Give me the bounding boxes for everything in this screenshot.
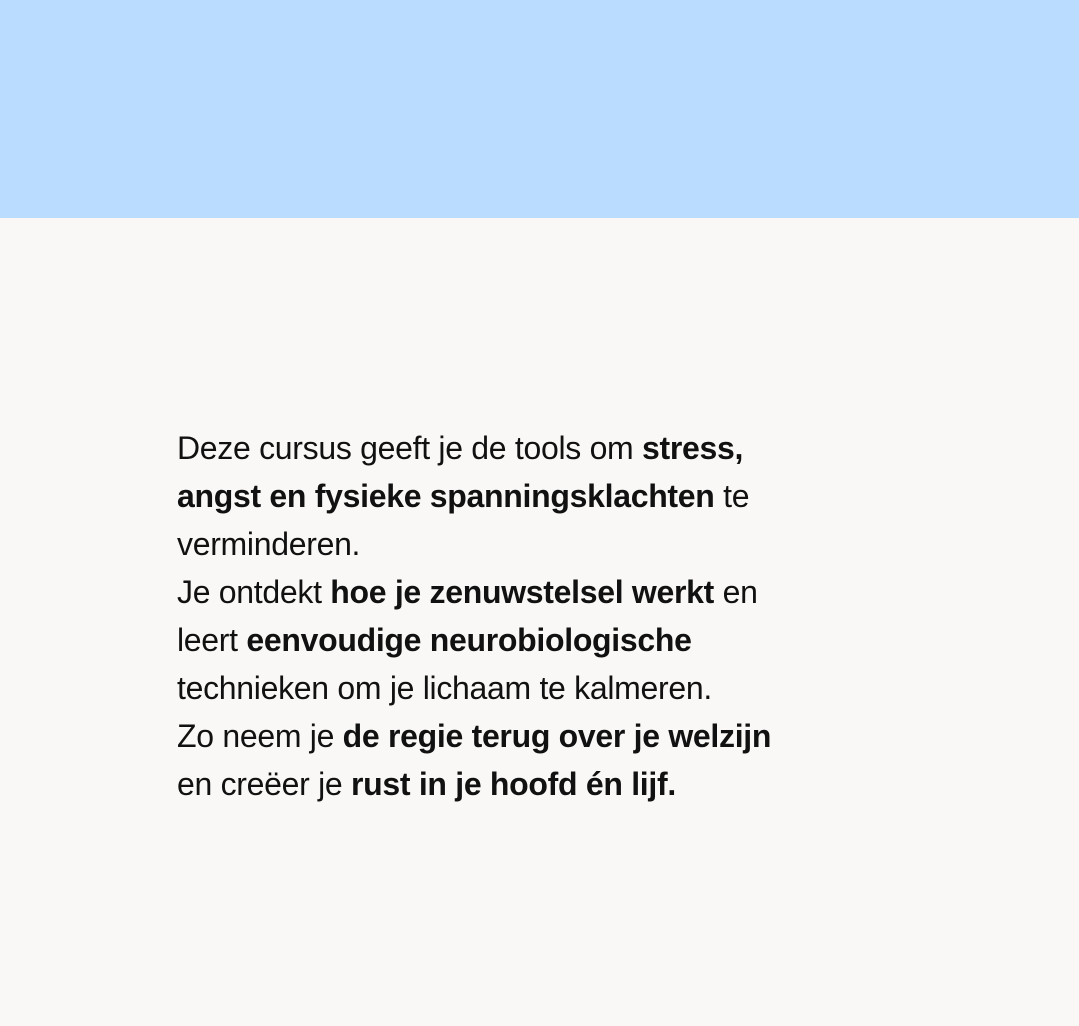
course-intro-text (177, 424, 897, 808)
highlight-calm: rust in je hoofd én lijf. (350, 766, 676, 802)
content-section (0, 218, 1079, 1026)
intro-line-2: angst en fysieke spanningsklachten te (177, 478, 750, 514)
intro-line-4: Je ontdekt hoe je zenuwstelsel werkt en (177, 574, 758, 610)
intro-line-1: Deze cursus geeft je de tools om stress, (177, 430, 744, 466)
intro-line-8: en creëer je rust in je hoofd én lijf. (177, 766, 676, 802)
top-color-band (0, 0, 1079, 218)
intro-line-3: verminderen. (177, 526, 361, 562)
highlight-complaints: angst en fysieke spanningsklachten (177, 478, 715, 514)
intro-line-7: Zo neem je de regie terug over je welzijn (177, 718, 772, 754)
intro-line-5: leert eenvoudige neurobiologische (177, 622, 692, 658)
highlight-techniques: eenvoudige neurobiologische (246, 622, 692, 658)
highlight-nervous-system: hoe je zenuwstelsel werkt (330, 574, 715, 610)
highlight-control: de regie terug over je welzijn (342, 718, 772, 754)
highlight-stress: stress, (642, 430, 744, 466)
intro-line-6: technieken om je lichaam te kalmeren. (177, 670, 712, 706)
